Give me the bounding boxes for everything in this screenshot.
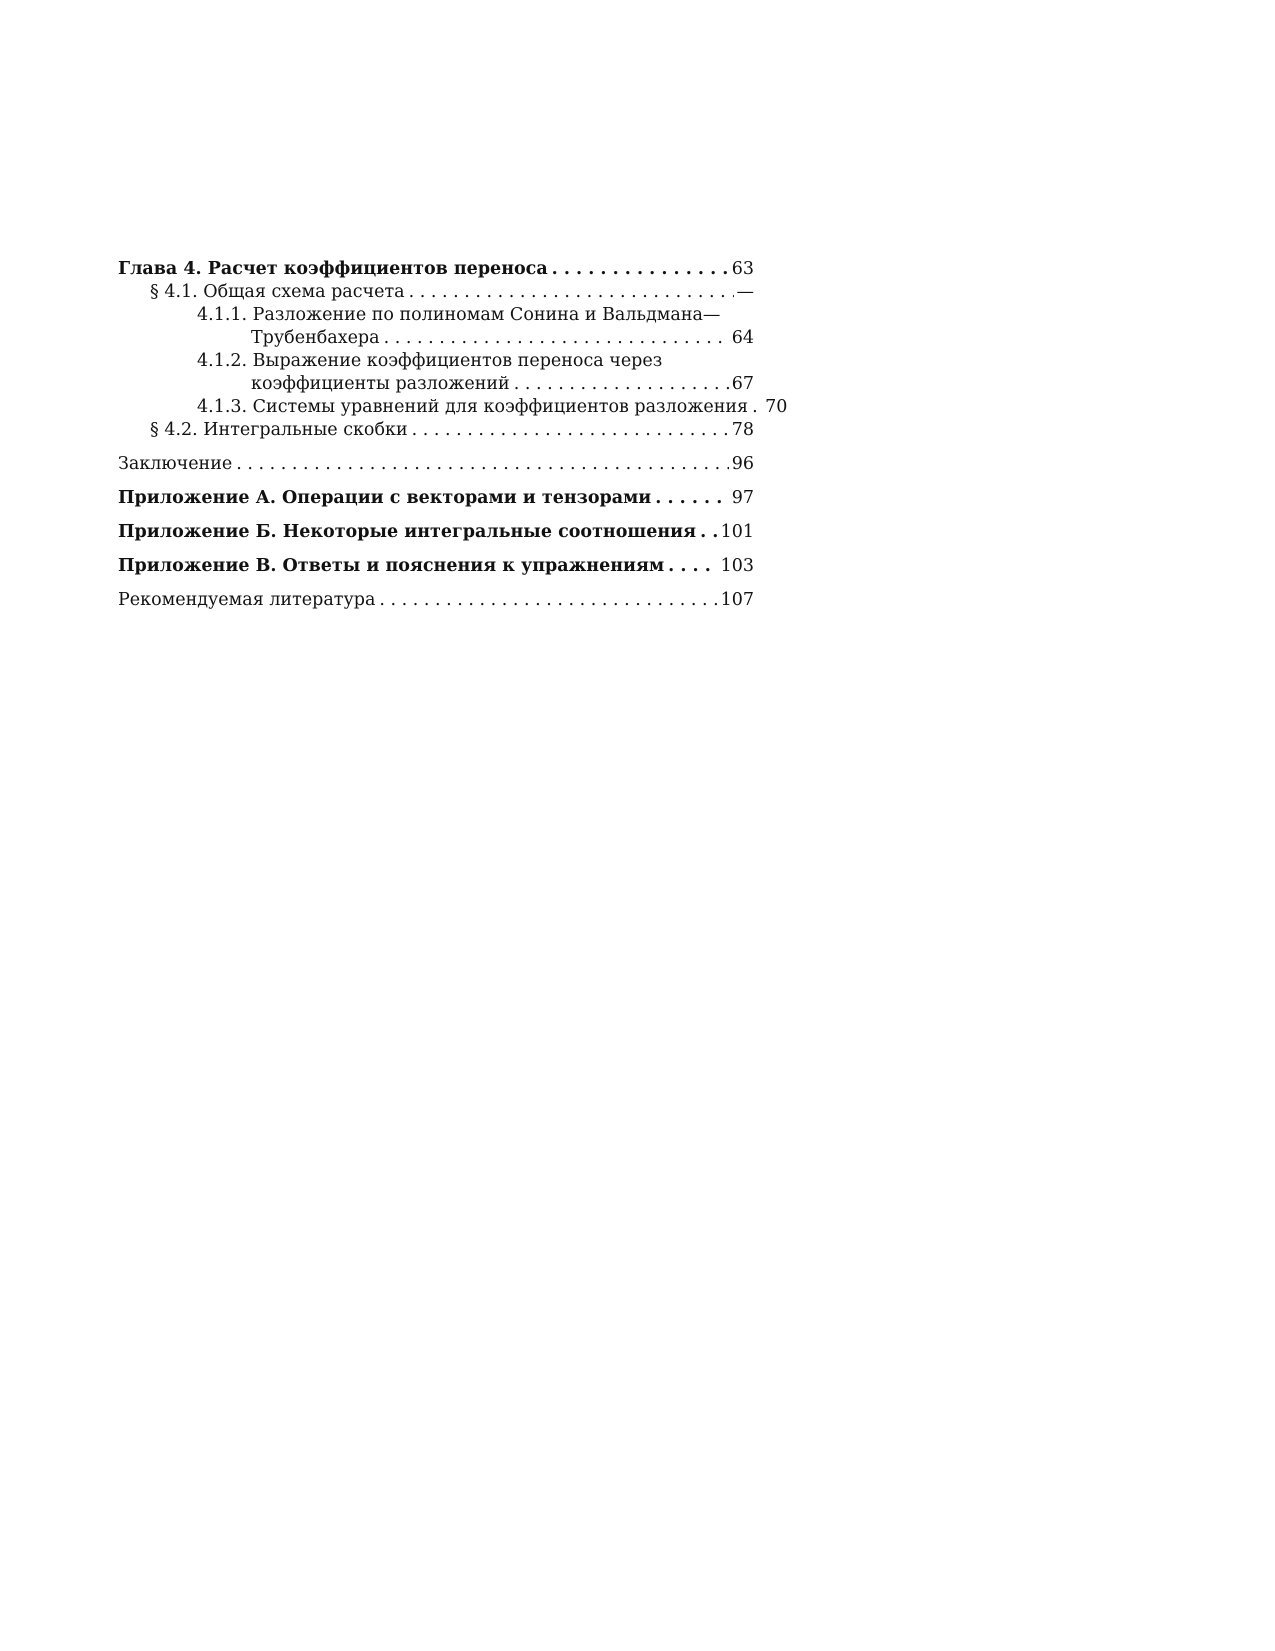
toc-entry-page: 63 — [731, 259, 754, 279]
toc-entry-page: 97 — [731, 488, 754, 508]
toc-entry-title-line-1: 4.1.2. Выражение коэффициентов переноса через — [197, 351, 663, 371]
toc-entry-title: Приложение А. Операции с векторами и тензорами — [118, 488, 652, 508]
dot-leader — [752, 396, 762, 419]
toc-entry-subsection-4-1-2[interactable] — [118, 350, 754, 396]
dot-leader — [409, 281, 734, 304]
toc-entry-page: 101 — [720, 522, 754, 542]
dot-leader — [700, 521, 718, 544]
dot-leader — [384, 327, 729, 350]
spacer — [118, 442, 754, 453]
dot-leader — [379, 589, 717, 612]
table-of-contents — [118, 258, 788, 612]
dot-leader — [412, 419, 729, 442]
toc-entry-title: § 4.1. Общая схема расчета — [150, 282, 405, 302]
toc-entry-section-4-1[interactable] — [118, 281, 754, 304]
toc-entry-page: 67 — [731, 374, 754, 394]
toc-entry-subsection-4-1-3[interactable] — [118, 396, 788, 419]
toc-entry-page: 103 — [720, 556, 754, 576]
dot-leader — [655, 487, 728, 510]
toc-entry-chapter-4[interactable] — [118, 258, 754, 281]
spacer — [118, 544, 754, 555]
dot-leader — [552, 258, 729, 281]
toc-entry-page: 107 — [720, 590, 754, 610]
toc-entry-title: Глава 4. Расчет коэффициентов переноса — [118, 259, 548, 279]
toc-entry-title: Приложение В. Ответы и пояснения к упражнениям — [118, 556, 665, 576]
toc-entry-appendix-a[interactable] — [118, 487, 754, 510]
toc-entry-title: Рекомендуемая литература — [118, 590, 376, 610]
toc-entry-title-line-1: 4.1.1. Разложение по полиномам Сонина и Вальдмана— — [197, 305, 721, 325]
dot-leader — [514, 373, 729, 396]
spacer — [118, 578, 754, 589]
toc-entry-title: Приложение Б. Некоторые интегральные соотношения — [118, 522, 697, 542]
dot-leader — [236, 453, 728, 476]
toc-entry-page: 64 — [731, 328, 754, 348]
toc-entry-page: 78 — [731, 420, 754, 440]
toc-entry-appendix-c[interactable] — [118, 555, 754, 578]
toc-entry-page: — — [736, 282, 754, 302]
toc-entry-page: 96 — [731, 454, 754, 474]
toc-entry-literature[interactable] — [118, 589, 754, 612]
toc-entry-appendix-b[interactable] — [118, 521, 754, 544]
toc-entry-title-line-2: коэффициенты разложений — [251, 374, 510, 394]
toc-entry-page: 70 — [765, 397, 788, 417]
toc-entry-conclusion[interactable] — [118, 453, 754, 476]
toc-entry-title: § 4.2. Интегральные скобки — [150, 420, 408, 440]
toc-entry-section-4-2[interactable] — [118, 419, 754, 442]
toc-entry-title: 4.1.3. Системы уравнений для коэффициентов разложения — [197, 397, 749, 417]
toc-entry-subsection-4-1-1[interactable] — [118, 304, 754, 350]
spacer — [118, 510, 754, 521]
dot-leader — [668, 555, 717, 578]
spacer — [118, 476, 754, 487]
toc-entry-title-line-2: Трубенбахера — [251, 328, 380, 348]
toc-entry-title: Заключение — [118, 454, 233, 474]
